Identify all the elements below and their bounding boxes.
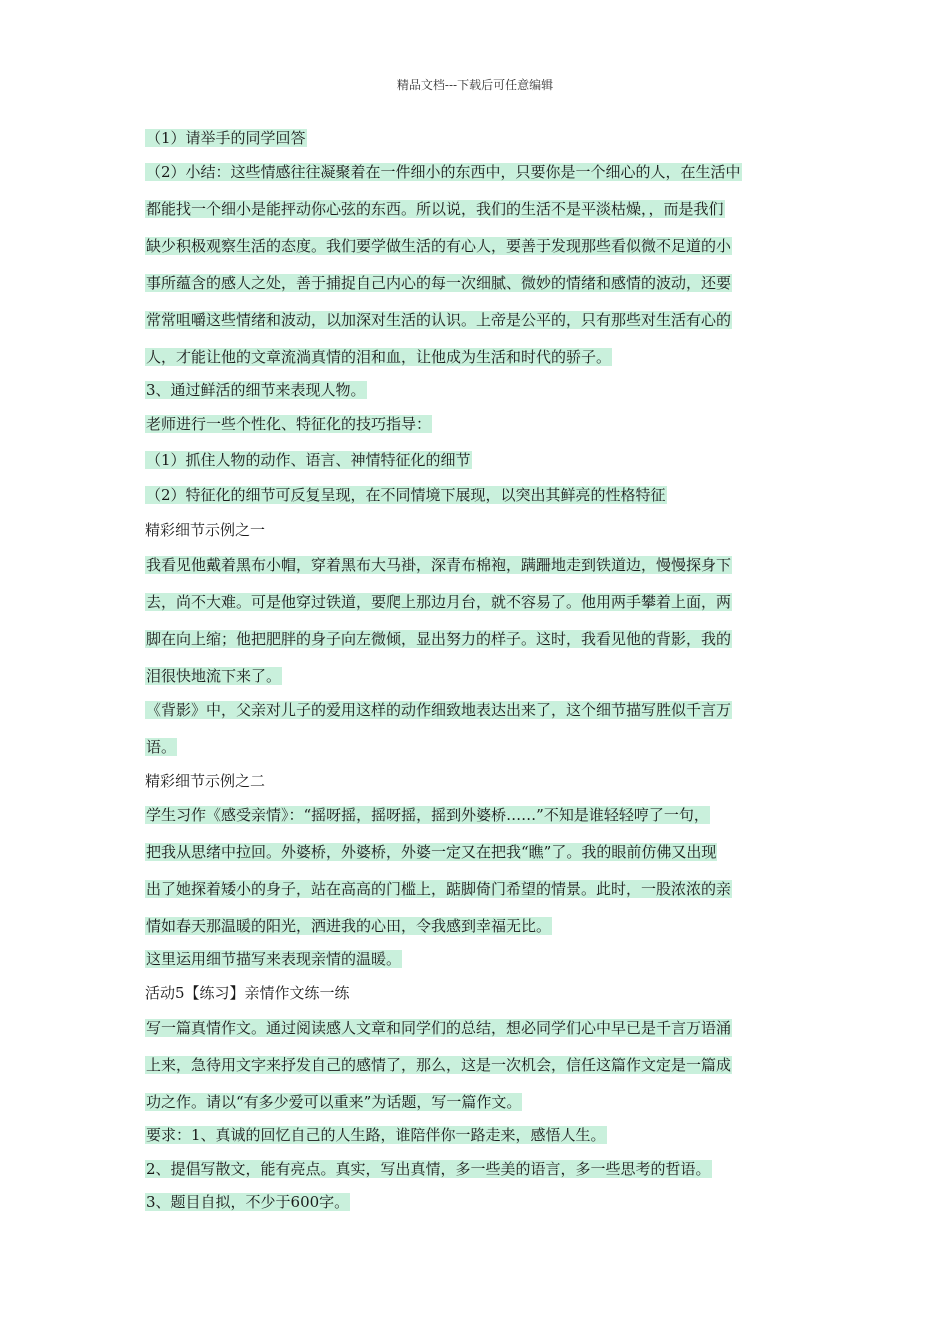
paragraph-line: 缺少积极观察生活的态度。我们要学做生活的有心人，要善于发现那些看似微不足道的小	[146, 237, 732, 255]
activity-heading: 活动5【练习】亲情作文练一练	[145, 984, 350, 1002]
paragraph-line: 常常咀嚼这些情绪和波动，以加深对生活的认识。上帝是公平的，只有那些对生活有心的	[146, 311, 732, 329]
paragraph-line: 上来，急待用文字来抒发自己的感情了，那么，这是一次机会，信任这篇作文定是一篇成	[146, 1056, 732, 1074]
paragraph-line: 语。	[146, 738, 177, 756]
paragraph-line: 情如春天那温暖的阳光，洒进我的心田，令我感到幸福无比。	[146, 917, 552, 935]
paragraph-line: 老师进行一些个性化、特征化的技巧指导：	[146, 415, 432, 433]
example-heading: 精彩细节示例之一	[145, 521, 266, 539]
paragraph-line: 泪很快地流下来了。	[146, 667, 282, 685]
paragraph-line: 写一篇真情作文。通过阅读感人文章和同学们的总结，想必同学们心中早已是千言万语涌	[146, 1019, 732, 1037]
paragraph-line: （1）请举手的同学回答	[146, 129, 306, 147]
paragraph-line: （2）小结：这些情感往往凝聚着在一件细小的东西中，只要你是一个细心的人，在生活中	[146, 163, 741, 181]
page-header: 精品文档---下载后可任意编辑	[396, 78, 554, 92]
list-item: （2）特征化的细节可反复呈现，在不同情境下展现，以突出其鲜亮的性格特征	[146, 486, 666, 504]
requirement-item: 3、题目自拟，不少于600字。	[146, 1193, 350, 1211]
paragraph-line: 我看见他戴着黑布小帽，穿着黑布大马褂，深青布棉袍，蹒跚地走到铁道边，慢慢探身下	[146, 556, 732, 574]
requirement-item: 2、提倡写散文，能有亮点。真实，写出真情，多一些美的语言，多一些思考的哲语。	[146, 1160, 711, 1178]
paragraph-line: 出了她探着矮小的身子，站在高高的门槛上，踮脚倚门希望的情景。此时，一股浓浓的亲	[146, 880, 732, 898]
paragraph-line: 都能找一个细小是能抨动你心弦的东西。所以说，我们的生活不是平淡枯燥，，而是我们	[146, 200, 724, 218]
paragraph-line: 人，才能让他的文章流淌真情的泪和血，让他成为生活和时代的骄子。	[146, 348, 612, 366]
paragraph-line: 脚在向上缩；他把肥胖的身子向左微倾，显出努力的样子。这时，我看见他的背影，我的	[146, 630, 732, 648]
paragraph-line: 去，尚不大难。可是他穿过铁道，要爬上那边月台，就不容易了。他用两手攀着上面，两	[146, 593, 732, 611]
paragraph-line: 把我从思绪中拉回。外婆桥，外婆桥，外婆一定又在把我“瞧”了。我的眼前仿佛又出现	[146, 843, 717, 861]
paragraph-line: 学生习作《感受亲情》：“摇呀摇，摇呀摇，摇到外婆桥……”不知是谁轻轻哼了一句，	[146, 806, 709, 824]
paragraph-line: 事所蕴含的感人之处，善于捕捉自己内心的每一次细腻、微妙的情绪和感情的波动，还要	[146, 274, 732, 292]
example-heading: 精彩细节示例之二	[145, 772, 266, 790]
list-item: （1）抓住人物的动作、语言、神情特征化的细节	[146, 451, 471, 469]
paragraph-line: 这里运用细节描写来表现亲情的温暖。	[146, 950, 402, 968]
section-heading: 3、通过鲜活的细节来表现人物。	[146, 381, 366, 399]
paragraph-line: 功之作。请以“有多少爱可以重来”为话题，写一篇作文。	[146, 1093, 522, 1111]
requirement-item: 要求：1、真诚的回忆自己的人生路，谁陪伴你一路走来，感悟人生。	[146, 1126, 606, 1144]
paragraph-line: 《背影》中，父亲对儿子的爱用这样的动作细致地表达出来了，这个细节描写胜似千言万	[146, 701, 732, 719]
